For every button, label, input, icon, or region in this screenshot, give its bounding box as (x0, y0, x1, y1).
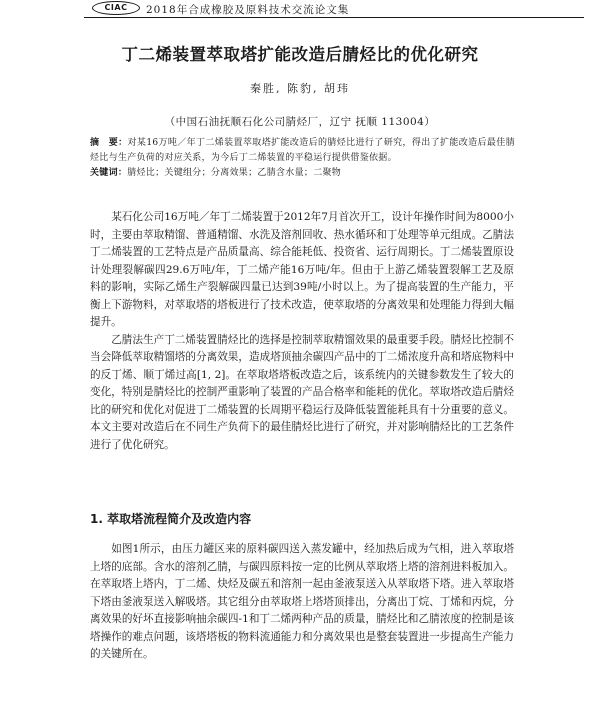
abstract-block (90, 136, 515, 181)
page-header (84, 0, 584, 18)
publisher-logo: CIAC (92, 1, 140, 15)
intro-paragraph-1: 某石化公司16万吨／年丁二烯装置于2012年7月首次开工，设计年操作时间为8000小时，主要由萃取精馏、普通精馏、水洗及溶剂回收、热水循环和丁处理等单元组成。乙腈法丁二烯装置的工艺特点是产品质量高、综合能耗低、投资省、运行周期长。丁二烯装置原设计处理裂解碳四29.6万吨/年，丁二烯产能16万吨/年。但由于上游乙烯装置裂解工艺及原料的影响，实际乙烯生产裂解碳四量已达到39吨/小时以上。为了提高装置的生产能力，平衡上下游物料，对萃取塔的塔板进行了技术改造，使萃取塔的分离效果和处理能力得到大幅提升。 (90, 211, 514, 328)
keywords-label: 关键词： (90, 168, 128, 178)
header-rule (84, 17, 584, 18)
authors: 秦胜, 陈豹, 胡玮 (250, 82, 350, 95)
section-1-heading: 1. 萃取塔流程简介及改造内容 (90, 512, 252, 526)
keywords (90, 166, 515, 181)
abstract (90, 136, 515, 166)
paper-title: 丁二烯装置萃取塔扩能改造后腈烃比的优化研究 (121, 45, 479, 64)
introduction (90, 209, 514, 454)
running-head: 2018年合成橡胶及原料技术交流论文集 (146, 4, 350, 16)
affiliation: （中国石油抚顺石化公司腈烃厂，辽宁 抚顺 113004） (164, 116, 436, 128)
abstract-label: 摘 要： (90, 138, 128, 148)
abstract-text: 对某16万吨／年丁二烯装置萃取塔扩能改造后的腈烃比进行了研究，得出了扩能改造后最佳腈烃比与生产负荷的对应关系，为今后丁二烯装置的平稳运行提供借鉴依据。 (90, 138, 515, 163)
section-1-body (90, 541, 514, 664)
section-1-paragraph-1: 如图1所示，由压力罐区来的原料碳四送入蒸发罐中，经加热后成为气相，进入萃取塔上塔的底部。含水的溶剂乙腈，与碳四原料按一定的比例从萃取塔上塔的溶剂进料板加入。在萃取塔上塔内，丁二烯、炔烃及碳五和溶剂一起由釜液泵送入从萃取塔下塔。进入萃取塔下塔由釜液泵送入解吸塔。其它组分由萃取塔上塔塔顶排出，分离出丁烷、丁烯和丙烷，分离效果的好坏直接影响抽余碳四-1和丁二烯两种产品的质量，腈烃比和乙腈浓度的控制是该塔操作的难点问题，该塔塔板的物料流通能力和分离效果也是整套装置进一步提高生产能力的关键所在。 (90, 543, 514, 660)
keywords-text: 腈烃比；关键组分；分离效果；乙腈含水量；二聚物 (127, 168, 342, 178)
intro-paragraph-2: 乙腈法生产丁二烯装置腈烃比的选择是控制萃取精馏效果的最重要手段。腈烃比控制不当会降低萃取精馏塔的分离效果，造成塔顶抽余碳四产品中的丁二烯浓度升高和塔底物料中的反丁烯、顺丁烯过高[1, 2]。在萃取塔塔板改造之后，该系统内的关键参数发生了较大的变化，特别是腈烃比的控制严重影响了装置的产品合格率和能耗的优化。萃取塔改造后腈烃比的研究和优化对促进丁二烯装置的长周期平稳运行及降低装置能耗具有十分重要的意义。本文主要对改造后在不同生产负荷下的最佳腈烃比进行了研究，并对影响腈烃比的工艺条件进行了优化研究。 (90, 333, 514, 451)
